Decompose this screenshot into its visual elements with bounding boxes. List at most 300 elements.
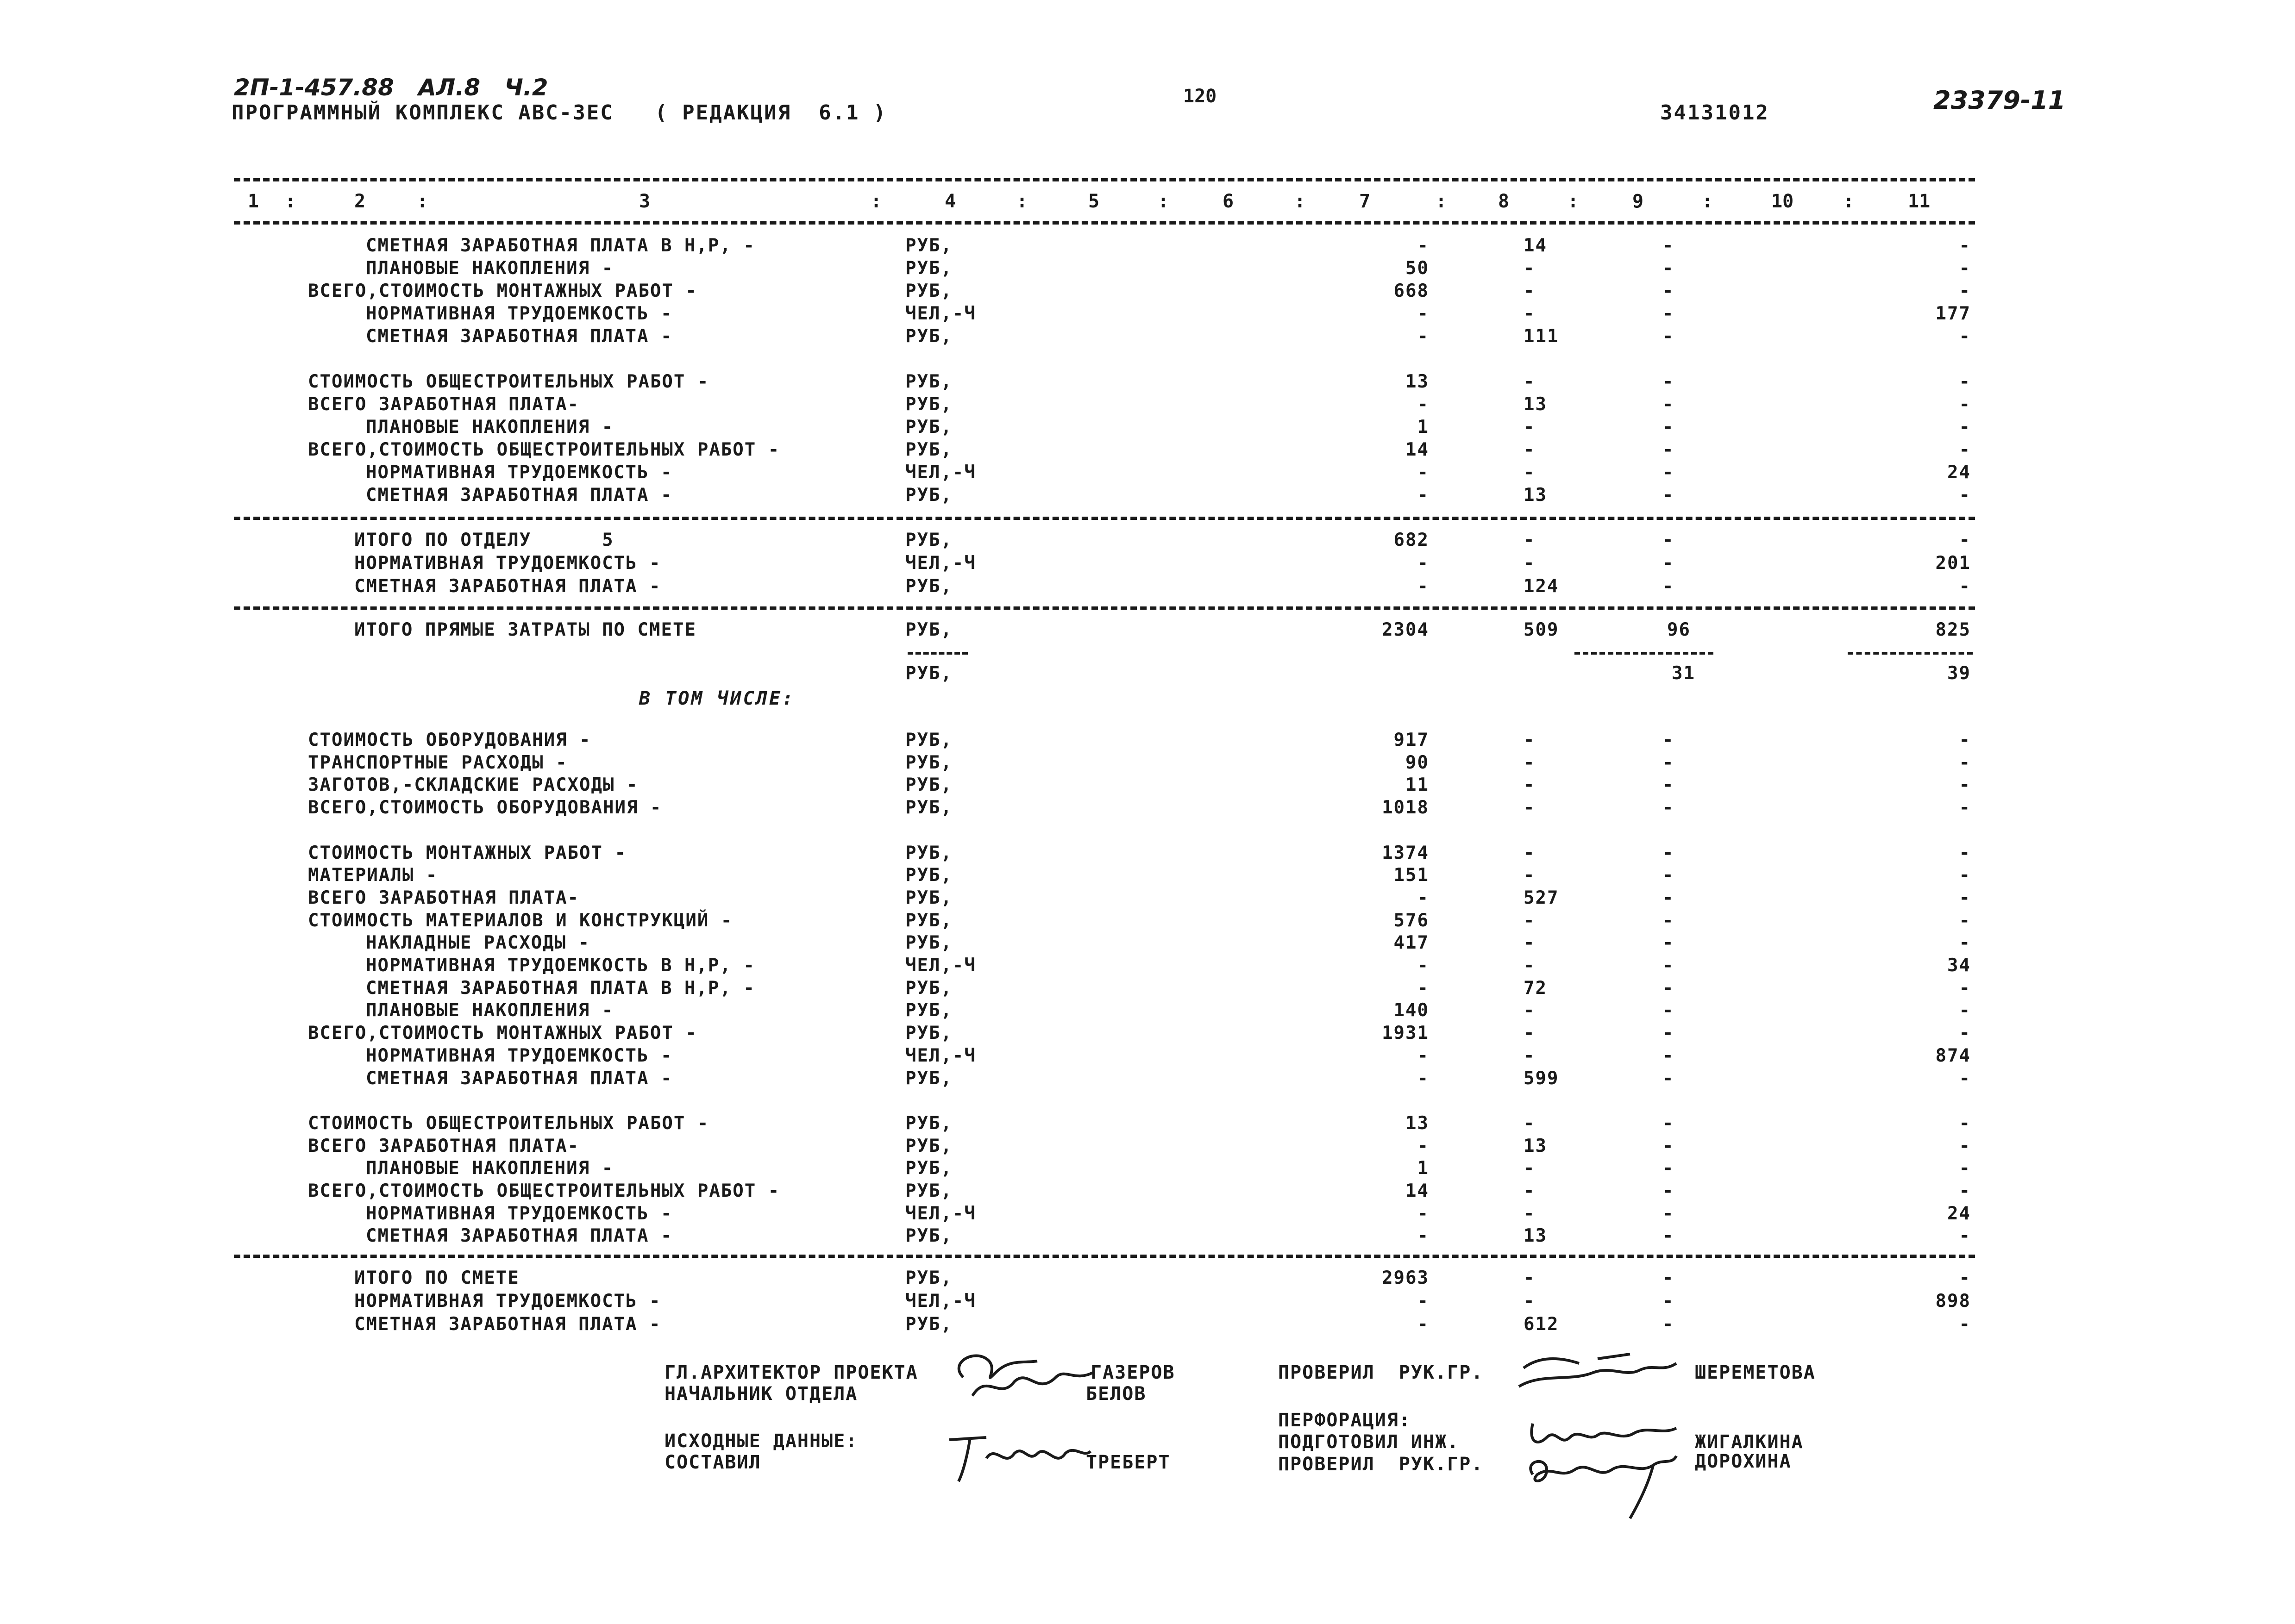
row-col8: 612 [1524, 1314, 1559, 1335]
column-header-4: 4 [945, 191, 956, 212]
row-col7: - [1417, 576, 1429, 597]
column-header-1: 1 [248, 191, 259, 212]
including-label: В ТОМ ЧИСЛЕ: [639, 688, 795, 709]
row-col8: - [1524, 439, 1536, 460]
row-col9: - [1662, 326, 1674, 347]
row-label: СТОИМОСТЬ МОНТАЖНЫХ РАБОТ - [308, 842, 627, 863]
row-label: ИТОГО ПО СМЕТЕ [354, 1268, 520, 1288]
row-col8: - [1524, 417, 1536, 437]
column-header-7: 7 [1359, 191, 1371, 212]
row-col11: - [1959, 235, 1971, 256]
row-unit: РУБ, [905, 1023, 953, 1044]
compiled-name: ТРЕБЕРТ [1086, 1452, 1171, 1473]
table-row [0, 303, 2295, 325]
column-header-6: 6 [1223, 191, 1234, 212]
perforation-label: ПЕРФОРАЦИЯ: [1278, 1410, 1411, 1431]
chief-architect-label: ГЛ.АРХИТЕКТОР ПРОЕКТА [665, 1362, 918, 1383]
input-data-label: ИСХОДНЫЕ ДАННЫЕ: [665, 1430, 858, 1452]
row-col9: - [1662, 1181, 1674, 1201]
table-row [0, 1158, 2295, 1180]
row-col11: 24 [1947, 462, 1971, 483]
table-row [0, 752, 2295, 775]
table-row [0, 485, 2295, 507]
table-row [0, 394, 2295, 416]
doc-code: 2П-1-457.88 АЛ.8 Ч.2 [234, 74, 548, 101]
column-separator: : [1843, 191, 1855, 212]
table-row [0, 820, 2295, 842]
row-col8: - [1524, 865, 1536, 886]
checked2-name: ДОРОХИНА [1695, 1451, 1792, 1472]
direct-costs-sub-col11: 39 [1947, 663, 1971, 684]
row-unit: РУБ, [905, 1158, 953, 1179]
row-col7: - [1417, 1225, 1429, 1247]
direct-costs-unit: РУБ, [905, 619, 953, 640]
row-col7: - [1417, 1068, 1429, 1089]
row-col11: - [1959, 371, 1971, 392]
table-row-direct-costs [0, 619, 2295, 642]
column-header-9: 9 [1632, 191, 1644, 212]
row-col11: - [1959, 258, 1971, 279]
rule-total [234, 1255, 1975, 1258]
row-col8: - [1524, 553, 1536, 574]
row-col9: - [1662, 887, 1674, 908]
column-separator: : [417, 191, 428, 212]
row-col11: - [1959, 576, 1971, 597]
row-col7: - [1417, 1291, 1429, 1312]
table-row [0, 258, 2295, 280]
row-col8: 527 [1524, 887, 1559, 908]
row-col8: - [1524, 530, 1536, 550]
column-separator: : [1294, 191, 1306, 212]
table-row [0, 775, 2295, 797]
row-col7: - [1417, 326, 1429, 347]
table-row [0, 887, 2295, 910]
row-col11: 874 [1935, 1045, 1971, 1066]
row-col8: - [1524, 797, 1536, 818]
row-col7: 682 [1393, 530, 1429, 550]
row-unit: РУБ, [905, 932, 953, 954]
row-unit: РУБ, [905, 439, 953, 460]
row-col8: 13 [1524, 1225, 1547, 1247]
table-row [0, 371, 2295, 394]
row-col9: - [1662, 1135, 1674, 1156]
row-col9: - [1662, 955, 1674, 976]
row-unit: РУБ, [905, 371, 953, 392]
row-col11: - [1959, 1023, 1971, 1044]
row-col9: - [1662, 1268, 1674, 1288]
table-row [0, 1203, 2295, 1225]
row-unit: РУБ, [905, 1225, 953, 1247]
row-col9: - [1662, 1112, 1674, 1134]
row-col9: - [1662, 1225, 1674, 1247]
dash-mark [1848, 652, 1973, 655]
table-row [0, 1023, 2295, 1045]
row-col7: 2963 [1382, 1268, 1429, 1288]
row-col9: - [1662, 1023, 1674, 1044]
row-col7: 1 [1417, 417, 1429, 437]
table-row [0, 326, 2295, 348]
row-col11: - [1959, 1068, 1971, 1089]
direct-costs-sub-col9: 31 [1672, 663, 1695, 684]
row-col11: - [1959, 842, 1971, 863]
table-header-rule [234, 221, 1975, 225]
row-col7: 1018 [1382, 797, 1429, 818]
row-unit: РУБ, [905, 1181, 953, 1201]
row-col11: - [1959, 887, 1971, 908]
row-col7: - [1417, 394, 1429, 415]
table-row [0, 865, 2295, 887]
row-col7: 668 [1393, 281, 1429, 301]
row-unit: ЧЕЛ,-Ч [905, 1045, 976, 1066]
row-label: СМЕТНАЯ ЗАРАБОТНАЯ ПЛАТА - [366, 1225, 673, 1247]
program-title: ПРОГРАММНЫЙ КОМПЛЕКС АВС-3ЕС ( РЕДАКЦИЯ 6.1 ) [232, 101, 887, 125]
row-col8: - [1524, 932, 1536, 954]
column-separator: : [1568, 191, 1579, 212]
row-unit: РУБ, [905, 865, 953, 886]
dash-mark [1574, 652, 1713, 655]
table-row [0, 1268, 2295, 1290]
column-separator: : [1702, 191, 1713, 212]
row-label: СМЕТНАЯ ЗАРАБОТНАЯ ПЛАТА В Н,Р, - [366, 977, 755, 999]
dept-head-label: НАЧАЛЬНИК ОТДЕЛА [665, 1383, 858, 1405]
table-row [0, 1291, 2295, 1313]
dept-head-name: БЕЛОВ [1086, 1383, 1147, 1405]
row-unit: РУБ, [905, 281, 953, 301]
row-col7: 13 [1405, 371, 1429, 392]
document-code: 34131012 [1660, 101, 1769, 125]
row-unit: РУБ, [905, 910, 953, 931]
row-col9: - [1662, 1045, 1674, 1066]
row-col7: 50 [1405, 258, 1429, 279]
row-label: НОРМАТИВНАЯ ТРУДОЕМКОСТЬ - [354, 553, 661, 574]
row-label: ПЛАНОВЫЕ НАКОПЛЕНИЯ - [366, 1000, 614, 1021]
row-col8: - [1524, 281, 1536, 301]
rule-subtotal-2 [234, 606, 1975, 610]
row-label: МАТЕРИАЛЫ - [308, 865, 438, 886]
row-col11: 34 [1947, 955, 1971, 976]
row-label: СТОИМОСТЬ ОБЩЕСТРОИТЕЛЬНЫХ РАБОТ - [308, 371, 709, 392]
row-unit: РУБ, [905, 485, 953, 506]
row-unit: РУБ, [905, 977, 953, 999]
row-label: ВСЕГО,СТОИМОСТЬ ОБЩЕСТРОИТЕЛЬНЫХ РАБОТ - [308, 1181, 780, 1201]
table-row [0, 932, 2295, 955]
row-col9: - [1662, 910, 1674, 931]
row-label: ИТОГО ПО ОТДЕЛУ 5 [354, 530, 614, 550]
column-header-5: 5 [1088, 191, 1100, 212]
row-label: НОРМАТИВНАЯ ТРУДОЕМКОСТЬ - [366, 1203, 673, 1224]
row-col7: 576 [1393, 910, 1429, 931]
row-col7: 417 [1393, 932, 1429, 954]
row-col11: - [1959, 1268, 1971, 1288]
row-unit: РУБ, [905, 530, 953, 550]
row-col11: - [1959, 1181, 1971, 1201]
row-col7: - [1417, 553, 1429, 574]
row-col7: - [1417, 485, 1429, 506]
row-col9: - [1662, 797, 1674, 818]
row-unit: РУБ, [905, 394, 953, 415]
direct-costs-label: ИТОГО ПРЯМЫЕ ЗАТРАТЫ ПО СМЕТЕ [354, 619, 696, 640]
row-col9: - [1662, 1203, 1674, 1224]
row-label: НОРМАТИВНАЯ ТРУДОЕМКОСТЬ В Н,Р, - [366, 955, 755, 976]
row-col8: - [1524, 1268, 1536, 1288]
row-unit: РУБ, [905, 417, 953, 437]
inventory-number: 23379-11 [1933, 86, 2066, 115]
signature-zhigalkina-dorokhina-icon [1519, 1414, 1686, 1521]
row-label: ПЛАНОВЫЕ НАКОПЛЕНИЯ - [366, 258, 614, 279]
row-col8: - [1524, 1023, 1536, 1044]
row-col8: - [1524, 1181, 1536, 1201]
direct-costs-col8: 509 [1524, 619, 1559, 640]
row-col11: - [1959, 417, 1971, 437]
row-label: НОРМАТИВНАЯ ТРУДОЕМКОСТЬ - [366, 1045, 673, 1066]
table-row [0, 1045, 2295, 1068]
row-col7: - [1417, 977, 1429, 999]
row-col8: 72 [1524, 977, 1547, 999]
table-top-rule [234, 178, 1975, 181]
page-number: 120 [1183, 86, 1217, 107]
row-col7: - [1417, 462, 1429, 483]
column-separator: : [1016, 191, 1028, 212]
direct-costs-sub-unit: РУБ, [905, 663, 953, 684]
row-label: НОРМАТИВНАЯ ТРУДОЕМКОСТЬ - [366, 462, 673, 483]
row-col11: - [1959, 530, 1971, 550]
compiled-label: СОСТАВИЛ [665, 1452, 761, 1473]
row-col9: - [1662, 1000, 1674, 1021]
row-col8: - [1524, 371, 1536, 392]
row-col8: - [1524, 303, 1536, 324]
row-col11: - [1959, 730, 1971, 750]
checked2-label: ПРОВЕРИЛ РУК.ГР. [1278, 1454, 1484, 1475]
row-col9: - [1662, 462, 1674, 483]
row-col9: - [1662, 530, 1674, 550]
row-unit: РУБ, [905, 797, 953, 818]
table-row [0, 1113, 2295, 1135]
table-row [0, 910, 2295, 932]
row-col11: - [1959, 977, 1971, 999]
row-col8: 13 [1524, 394, 1547, 415]
row-unit: РУБ, [905, 576, 953, 597]
table-row [0, 281, 2295, 303]
row-col7: - [1417, 1045, 1429, 1066]
row-col11: 201 [1935, 553, 1971, 574]
row-unit: РУБ, [905, 887, 953, 908]
row-col8: - [1524, 730, 1536, 750]
row-col8: - [1524, 1203, 1536, 1224]
row-col7: - [1417, 1203, 1429, 1224]
row-col11: - [1959, 932, 1971, 954]
row-col11: - [1959, 797, 1971, 818]
row-col7: - [1417, 955, 1429, 976]
row-col8: 13 [1524, 1135, 1547, 1156]
row-unit: РУБ, [905, 1000, 953, 1021]
table-row [0, 417, 2295, 439]
row-label: ВСЕГО ЗАРАБОТНАЯ ПЛАТА- [308, 394, 580, 415]
row-col9: - [1662, 730, 1674, 750]
checked-label: ПРОВЕРИЛ РУК.ГР. [1278, 1362, 1484, 1383]
row-col9: - [1662, 865, 1674, 886]
row-col9: - [1662, 281, 1674, 301]
row-label: СМЕТНАЯ ЗАРАБОТНАЯ ПЛАТА - [354, 1314, 661, 1335]
table-row [0, 1314, 2295, 1336]
table-row [0, 843, 2295, 865]
row-unit: РУБ, [905, 235, 953, 256]
row-col11: - [1959, 775, 1971, 796]
row-label: НОРМАТИВНАЯ ТРУДОЕМКОСТЬ - [354, 1291, 661, 1312]
row-label: НАКЛАДНЫЕ РАСХОДЫ - [366, 932, 590, 954]
row-col7: - [1417, 1135, 1429, 1156]
row-col9: - [1662, 1068, 1674, 1089]
row-col7: 11 [1405, 775, 1429, 796]
table-row [0, 955, 2295, 977]
row-label: СТОИМОСТЬ МАТЕРИАЛОВ И КОНСТРУКЦИЙ - [308, 910, 733, 931]
table-row [0, 439, 2295, 462]
row-col9: - [1662, 394, 1674, 415]
row-label: СМЕТНАЯ ЗАРАБОТНАЯ ПЛАТА В Н,Р, - [366, 235, 755, 256]
table-row [0, 235, 2295, 257]
table-row [0, 553, 2295, 575]
table-row [0, 530, 2295, 552]
row-label: НОРМАТИВНАЯ ТРУДОЕМКОСТЬ - [366, 303, 673, 324]
row-unit: РУБ, [905, 1314, 953, 1335]
row-unit: РУБ, [905, 258, 953, 279]
table-row [0, 730, 2295, 752]
row-col7: - [1417, 303, 1429, 324]
row-label: ТРАНСПОРТНЫЕ РАСХОДЫ - [308, 752, 568, 773]
row-col9: - [1662, 417, 1674, 437]
row-label: ВСЕГО,СТОИМОСТЬ МОНТАЖНЫХ РАБОТ - [308, 281, 697, 301]
row-col7: 13 [1405, 1112, 1429, 1134]
row-unit: ЧЕЛ,-Ч [905, 303, 976, 324]
row-col7: 151 [1393, 865, 1429, 886]
row-col7: 917 [1393, 730, 1429, 750]
row-col8: 124 [1524, 576, 1559, 597]
signature-sheremetova-icon [1514, 1345, 1681, 1396]
row-label: СМЕТНАЯ ЗАРАБОТНАЯ ПЛАТА - [366, 326, 673, 347]
row-col11: - [1959, 1000, 1971, 1021]
column-separator: : [285, 191, 296, 212]
table-row [0, 1068, 2295, 1090]
row-col11: 24 [1947, 1203, 1971, 1224]
table-row [0, 1181, 2295, 1203]
row-label: СТОИМОСТЬ ОБОРУДОВАНИЯ - [308, 730, 591, 750]
row-col8: - [1524, 1045, 1536, 1066]
row-col8: - [1524, 1000, 1536, 1021]
table-row [0, 576, 2295, 598]
table-row [0, 797, 2295, 819]
row-col9: - [1662, 576, 1674, 597]
row-col11: - [1959, 1112, 1971, 1134]
row-col9: - [1662, 1314, 1674, 1335]
row-col9: - [1662, 235, 1674, 256]
table-row [0, 978, 2295, 1000]
signature-trebert-icon [945, 1426, 1093, 1486]
row-col7: 140 [1393, 1000, 1429, 1021]
row-col8: 111 [1524, 326, 1559, 347]
row-col7: 1 [1417, 1158, 1429, 1179]
row-col11: - [1959, 394, 1971, 415]
row-label: СМЕТНАЯ ЗАРАБОТНАЯ ПЛАТА - [366, 1068, 673, 1089]
row-label: ВСЕГО,СТОИМОСТЬ ОБОРУДОВАНИЯ - [308, 797, 662, 818]
row-unit: ЧЕЛ,-Ч [905, 1203, 976, 1224]
row-label: СМЕТНАЯ ЗАРАБОТНАЯ ПЛАТА - [354, 576, 661, 597]
row-col7: 1374 [1382, 842, 1429, 863]
row-col8: - [1524, 842, 1536, 863]
table-row [0, 349, 2295, 371]
row-col8: 13 [1524, 485, 1547, 506]
row-col8: - [1524, 1158, 1536, 1179]
column-header-3: 3 [639, 191, 651, 212]
row-unit: ЧЕЛ,-Ч [905, 553, 976, 574]
table-row [0, 1000, 2295, 1022]
prep-eng-name: ЖИГАЛКИНА [1695, 1431, 1804, 1453]
table-row [0, 462, 2295, 484]
row-col8: - [1524, 910, 1536, 931]
row-col8: - [1524, 462, 1536, 483]
row-unit: РУБ, [905, 730, 953, 750]
table-row [0, 1090, 2295, 1112]
row-col11: - [1959, 910, 1971, 931]
row-col9: - [1662, 977, 1674, 999]
row-col9: - [1662, 752, 1674, 773]
row-col7: 90 [1405, 752, 1429, 773]
row-col8: 14 [1524, 235, 1547, 256]
row-unit: РУБ, [905, 1068, 953, 1089]
row-col9: - [1662, 371, 1674, 392]
row-unit: РУБ, [905, 842, 953, 863]
table-row [0, 1225, 2295, 1248]
row-col9: - [1662, 485, 1674, 506]
column-header-2: 2 [354, 191, 366, 212]
row-col7: 1931 [1382, 1023, 1429, 1044]
row-col11: - [1959, 326, 1971, 347]
row-col8: - [1524, 775, 1536, 796]
row-label: ВСЕГО,СТОИМОСТЬ ОБЩЕСТРОИТЕЛЬНЫХ РАБОТ - [308, 439, 780, 460]
row-unit: РУБ, [905, 1135, 953, 1156]
row-col11: - [1959, 1135, 1971, 1156]
direct-costs-col9: 96 [1667, 619, 1691, 640]
row-col8: - [1524, 752, 1536, 773]
row-col11: - [1959, 865, 1971, 886]
row-label: ВСЕГО ЗАРАБОТНАЯ ПЛАТА- [308, 887, 580, 908]
row-col11: - [1959, 1158, 1971, 1179]
column-header-10: 10 [1771, 191, 1794, 212]
row-col9: - [1662, 842, 1674, 863]
column-separator: : [871, 191, 882, 212]
row-col8: - [1524, 1291, 1536, 1312]
row-label: ПЛАНОВЫЕ НАКОПЛЕНИЯ - [366, 417, 614, 437]
table-row-direct-costs-sub [0, 663, 2295, 685]
row-col11: - [1959, 1225, 1971, 1247]
row-col8: - [1524, 1112, 1536, 1134]
row-col9: - [1662, 1158, 1674, 1179]
row-col11: 177 [1935, 303, 1971, 324]
row-col7: - [1417, 235, 1429, 256]
row-col9: - [1662, 775, 1674, 796]
row-col9: - [1662, 553, 1674, 574]
row-col8: 599 [1524, 1068, 1559, 1089]
column-header-11: 11 [1908, 191, 1931, 212]
row-col11: 898 [1935, 1291, 1971, 1312]
checked-name: ШЕРЕМЕТОВА [1695, 1362, 1816, 1383]
row-col7: 14 [1405, 1181, 1429, 1201]
row-col11: - [1959, 281, 1971, 301]
row-label: СМЕТНАЯ ЗАРАБОТНАЯ ПЛАТА - [366, 485, 673, 506]
rule-subtotal-1 [234, 517, 1975, 520]
column-header-8: 8 [1498, 191, 1510, 212]
chief-architect-name: ГАЗЕРОВ [1091, 1362, 1175, 1383]
column-separator: : [1158, 191, 1169, 212]
dash-mark [908, 652, 968, 655]
